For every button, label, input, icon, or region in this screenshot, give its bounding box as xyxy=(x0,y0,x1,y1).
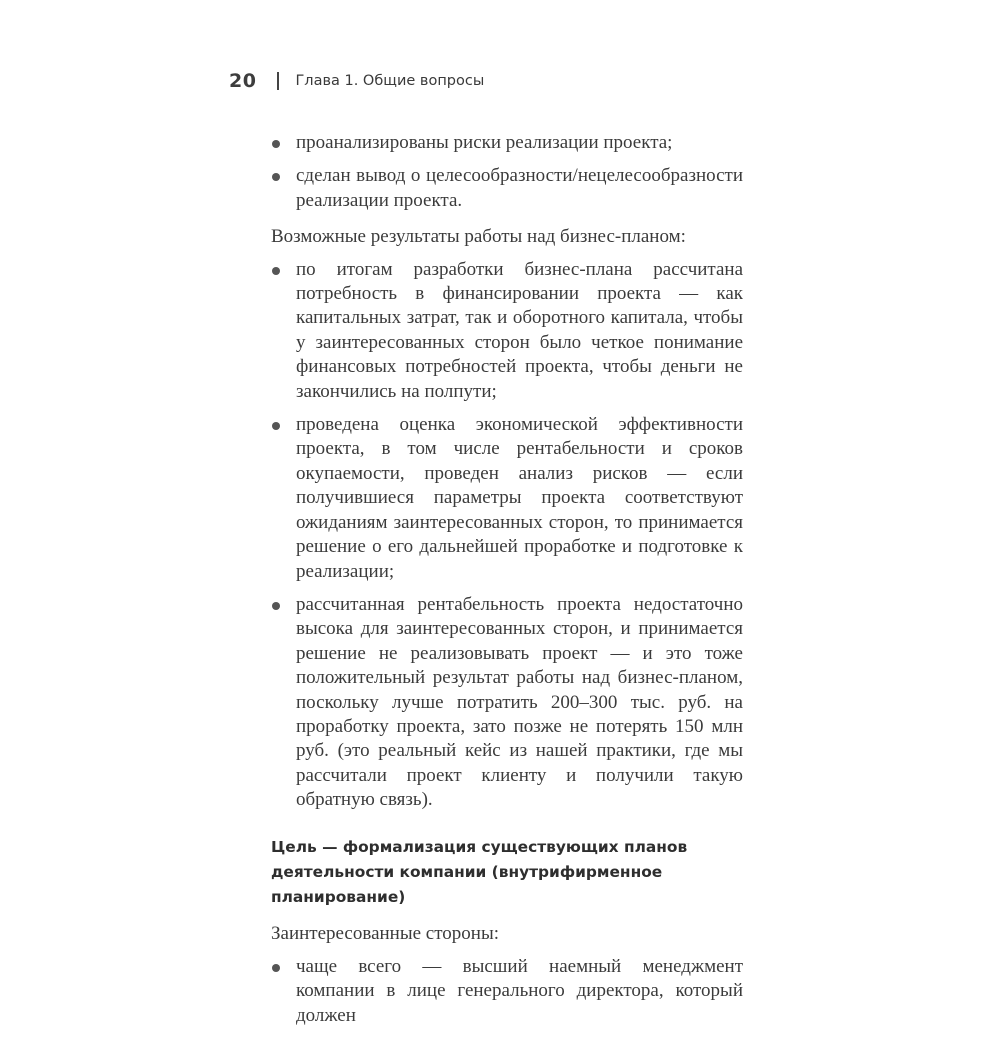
header-divider xyxy=(277,72,279,90)
list-item: проведена оценка экономической эффективности проекта, в том числе рентабельности и сроков окупаемости, проведен анализ рисков — если получившиеся параметры проекта соответствуют ожиданиям заинтересованных сторон, то принимается решение о его дальнейшей проработке и подготовке к реализации; xyxy=(271,413,743,584)
page-body xyxy=(271,131,743,1037)
bullet-icon xyxy=(272,964,280,972)
page-number: 20 xyxy=(229,70,257,92)
results-list xyxy=(271,258,743,813)
bullet-icon xyxy=(272,602,280,610)
bullet-icon xyxy=(272,173,280,181)
list-item: чаще всего — высший наемный менеджмент компании в лице генерального директора, который должен xyxy=(271,955,743,1028)
bullet-icon xyxy=(272,267,280,275)
section-heading: Цель — формализация существующих планов деятельности компании (внутрифирменное планирование) xyxy=(271,837,688,906)
list-item: по итогам разработки бизнес-плана рассчитана потребность в финансировании проекта — как капитальных затрат, так и оборотного капитала, чтобы у заинтересованных сторон было четкое понимание финансовых потребностей проекта, чтобы деньги не закончились на полпути; xyxy=(271,258,743,404)
list-item: проанализированы риски реализации проекта; xyxy=(271,131,743,155)
results-intro: Возможные результаты работы над бизнес-планом: xyxy=(271,226,686,248)
bullet-icon xyxy=(272,140,280,148)
list-item: сделан вывод о целесообразности/нецелесообразности реализации проекта. xyxy=(271,164,743,213)
running-header xyxy=(229,66,484,96)
chapter-title: Глава 1. Общие вопросы xyxy=(295,73,485,89)
stakeholders-list xyxy=(271,955,743,1028)
bullet-icon xyxy=(272,422,280,430)
list-item: рассчитанная рентабельность проекта недостаточно высока для заинтересованных сторон, и принимается решение не реализовывать проект — и это тоже положительный результат работы над бизнес-планом, поскольку лучше потратить 200–300 тыс. руб. на проработку проекта, зато позже не потерять 150 млн руб. (это реальный кейс из нашей практики, где мы рассчитали проект клиенту и получили такую обратную связь). xyxy=(271,593,743,813)
analysis-list xyxy=(271,131,743,213)
stakeholders-intro: Заинтересованные стороны: xyxy=(271,922,499,944)
